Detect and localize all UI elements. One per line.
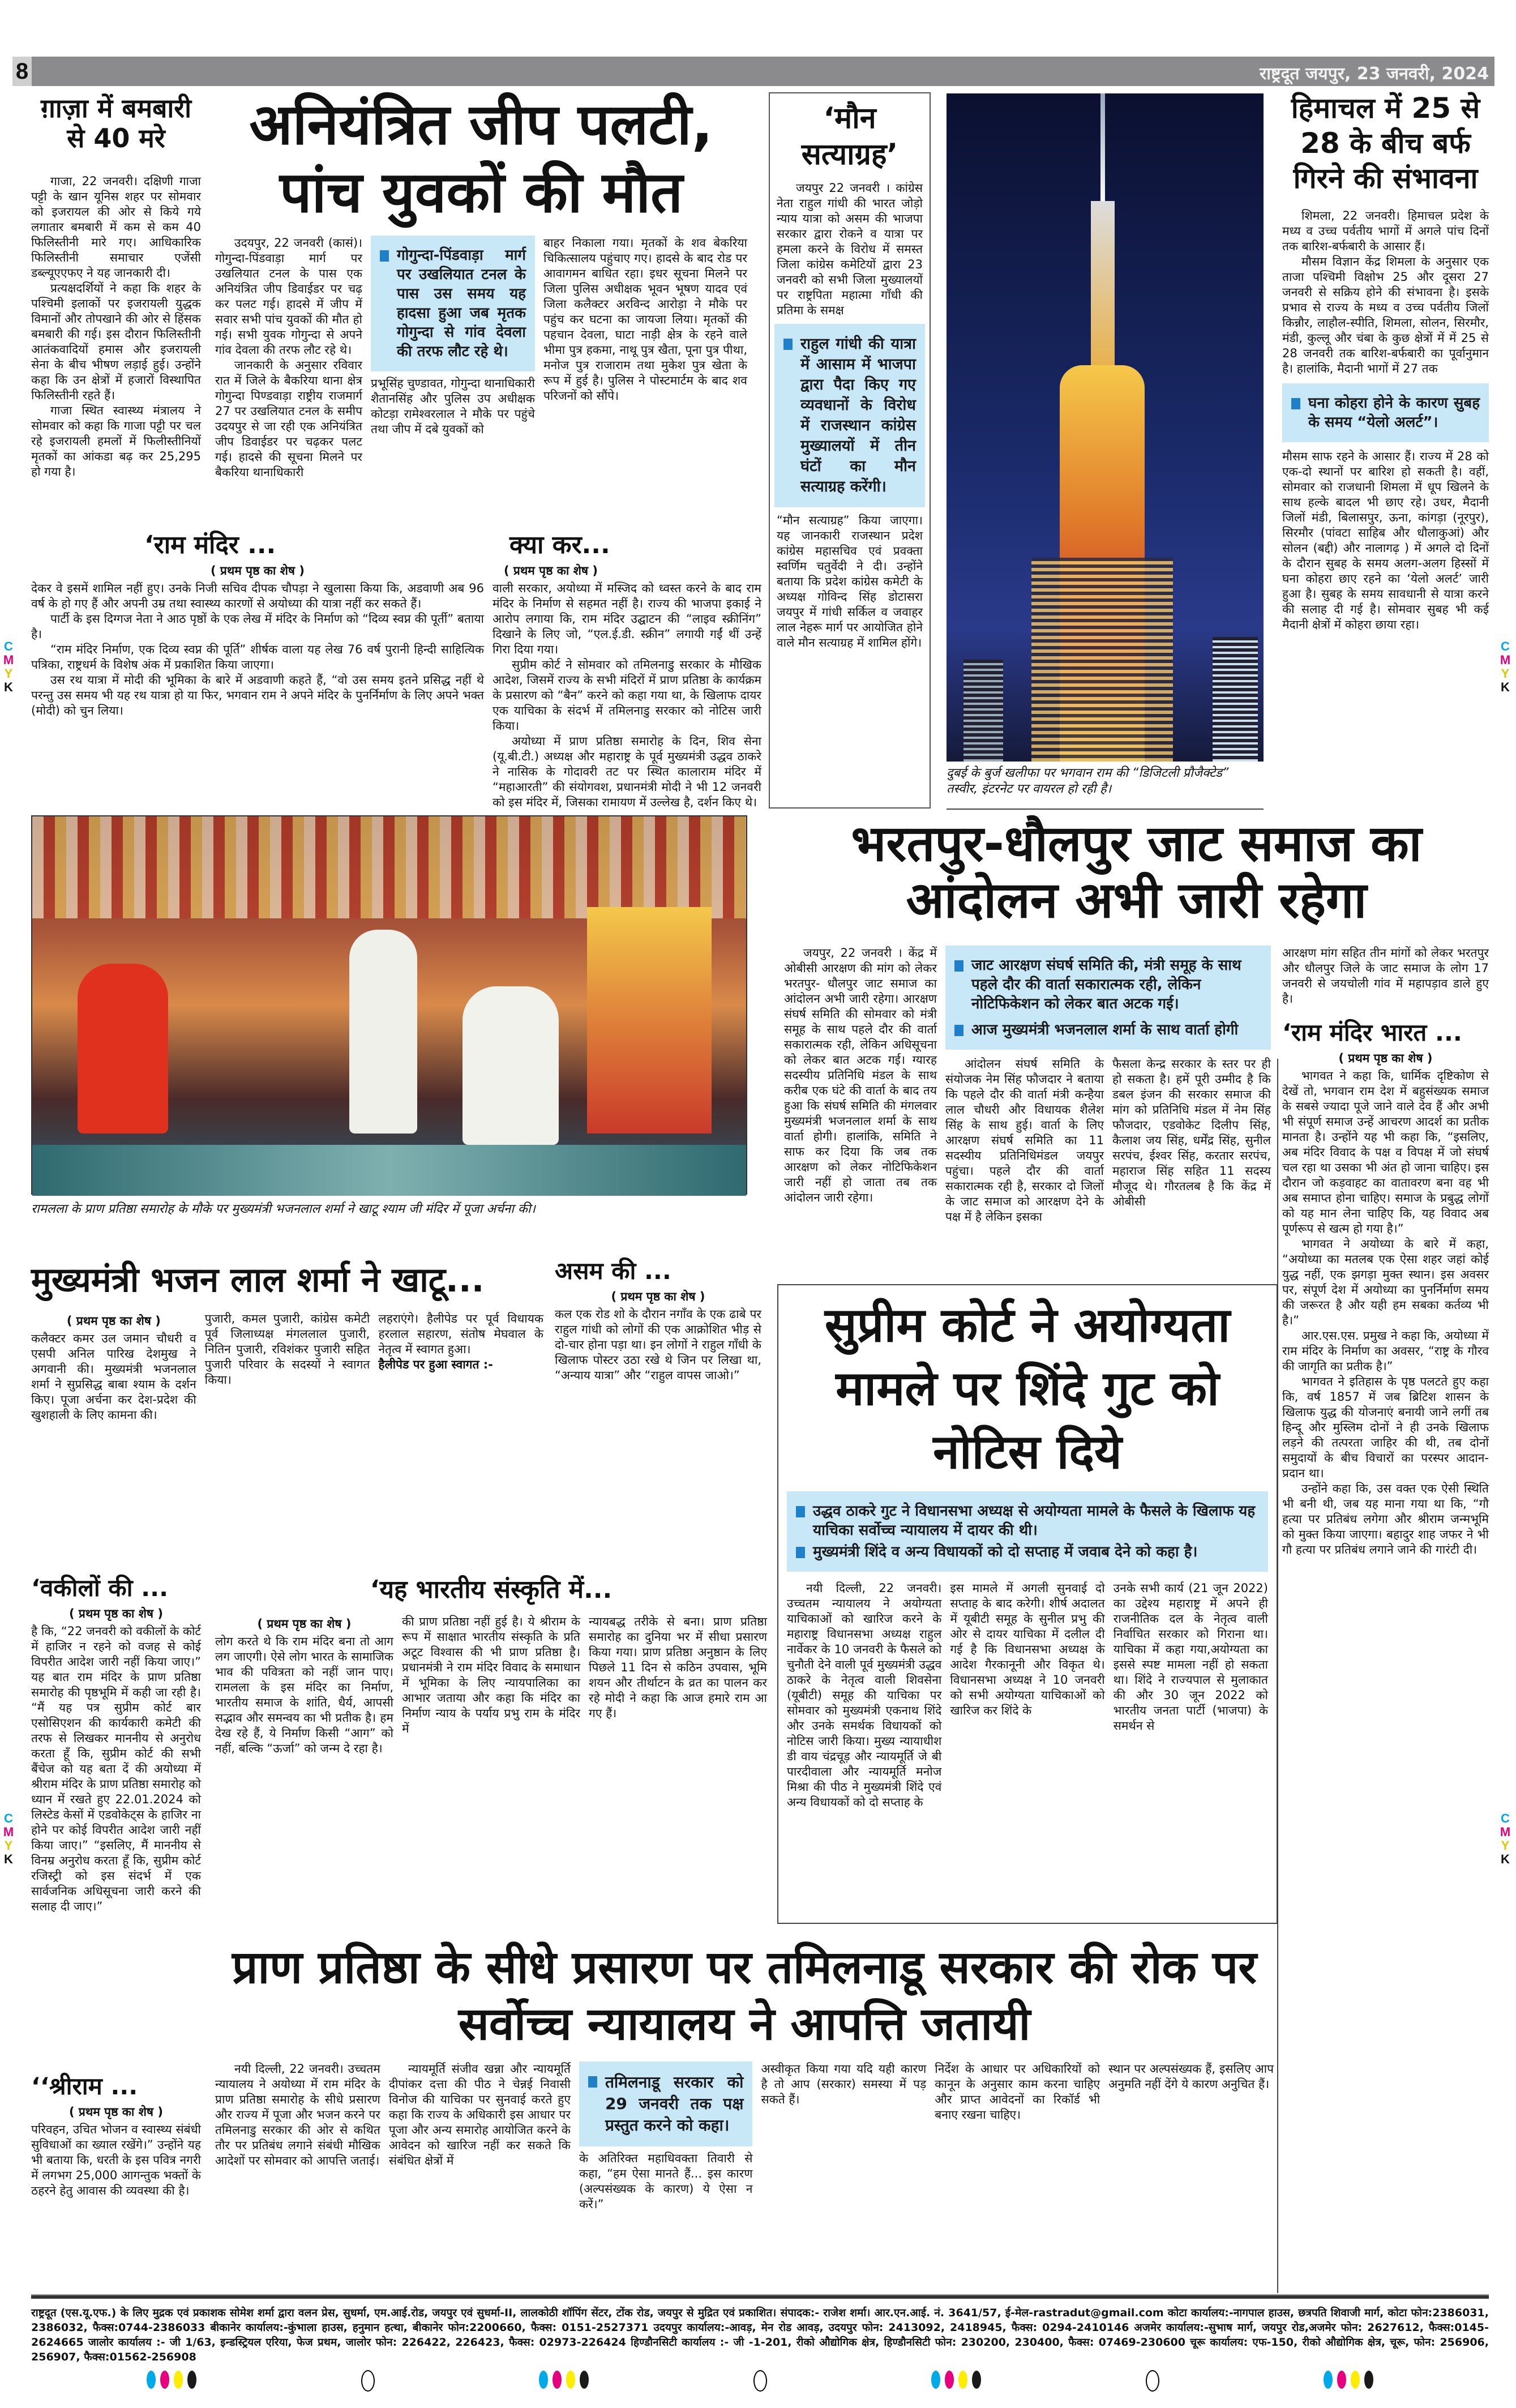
article-column xyxy=(787,1581,941,1915)
paragraph: कल एक रोड शो के दौरान नगाँव के एक ढाबे पर राहुल गांधी को लोगों की एक आक्रोशित भीड़ से दो-चार होना पड़ा था। इन लोगों ने राहुल गाँधी के खिलाफ पोस्टर उठा रखे थे जिन पर लिखा था, “अन्याय यात्रा” और “राहुल वापस जाओ।” xyxy=(555,1307,761,1382)
headline: हिमाचल में 25 से 28 के बीच बर्फ गिरने की संभावना xyxy=(1291,92,1480,195)
article-column xyxy=(589,1614,767,1919)
paragraph: भागवत ने इतिहास के पृष्ठ पलटते हुए कहा कि, वर्ष 1857 में जब ब्रिटिश शासन के खिलाफ युद्ध की योजनाएं बनायी जाने लगीं तब हिन्दू और मुस्लिम दोनों ने ही उनके खिलाफ लड़ने की तत्परता जाहिर की थी, तब दोनों समुदायों के बीच विचारों का परस्पर आदान-प्रदान था। xyxy=(1282,1375,1489,1480)
bullet-square-icon xyxy=(796,1506,805,1517)
paragraph: भागवत ने अयोध्या के बारे में कहा, “अयोध्या का मतलब एक ऐसा शहर जहां कोई युद्ध नहीं, एक झगड़ा मुक्त स्थान। इस अवसर पर, संपूर्ण देश में अयोध्या का पुनर्निर्माण समय की जरूरत है और यही हम सबका कर्तव्य भी है।” xyxy=(1282,1237,1489,1327)
section-heading: क्या कर... xyxy=(509,531,610,559)
paragraph: के अतिरिक्त महाधिवक्ता तिवारी से कहा, “हम ऐसा मानते हैं... इस कारण (अल्पसंख्यक के कारण) ये ऐसा न करें।” xyxy=(579,2152,753,2211)
cmyk-mark-right: C M Y K xyxy=(1500,639,1511,694)
bullet-square-icon xyxy=(954,1025,963,1036)
paragraph: नयी दिल्ली, 22 जनवरी। उच्चतम न्यायालय ने अयोग्यता याचिकाओं को खारिज करने के महाराष्ट्र विधानसभा अध्यक्ष राहुल नार्वेकर के 10 जनवरी के फैसले को चुनौती देने वाली पूर्व मुख्यमंत्री उद्धव ठाकरे के नेतृत्व वाली शिवसेना (यूबीटी) समूह की याचिका पर सोमवार को मुख्यमंत्री एकनाथ शिंदे और उनके समर्थक विधायकों को नोटिस जारी किया। मुख्य न्यायाधीश डी वाय चंद्रचूड़ और न्यायमूर्ति जे बी पारदीवाला और न्यायमूर्ति मनोज मिश्रा की पीठ ने मुख्यमंत्री शिंदे एवं अन्य विधायकों को दो सप्ताह के xyxy=(787,1581,942,1809)
article-column xyxy=(945,1057,1104,1281)
highlight-box xyxy=(371,236,535,371)
paragraph: भागवत ने कहा कि, धार्मिक दृष्टिकोण से देखें तो, भगवान राम देश में बहुसंख्यक समाज के सबसे ज्यादा पूजे जाने वाले देव हैं और अभी भी संपूर्ण समाज उन्हें आचरण आदर्श का प्रतीक मानता है। उन्होंने यह भी कहा कि, “इसलिए, अब मंदिर विवाद के पक्ष व विपक्ष में जो संघर्ष चल रहा था उसका भी अंत हो जाना चाहिए। इस दौरान जो कड़वाहट का वातावरण बना वह भी अब समाप्त होना चाहिए। समाज के प्रबुद्ध लोगों को यह मान लेना चाहिए कि, यह विवाद अब पूर्णरूप से खत्म हो गया है।” xyxy=(1282,1069,1489,1235)
article-column xyxy=(1114,1581,1268,1915)
paragraph: मौसम साफ रहने के आसार हैं। राज्य में 28 को एक-दो स्थानों पर बारिश हो सकती है। वहीं, सोमवार को राजधानी शिमला में धूप खिलने के साथ हल्के बादल भी छाए रहे। उधर, मैदानी जिलों मंडी, बिलासपुर, ऊना, कांगड़ा (नूरपुर), सिरमौर (पांवटा साहिब और धौलाकुआं) और सोलन (बद्दी) और नालागढ़ ) में अगले दो दिनों के दौरान सुबह के समय अलग-अलग हिस्सों में घना कोहरा छाए रहने का ‘येलो अलर्ट’ जारी हुआ है। सुबह के समय सावधानी से यात्रा करने की सलाह दी गई है। सोमवार सुबह भी कई मैदानी क्षेत्रों में कोहरा छाया रहा। xyxy=(1282,450,1489,631)
headline: अनियंत्रित जीप पलटी, पांच युवकों की मौत xyxy=(249,91,713,225)
paragraph: न्यायमूर्ति संजीव खन्ना और न्यायमूर्ति दीपांकर दत्ता की पीठ ने चेन्नई निवासी विनोज की याचिका पर सुनवाई करते हुए कहा कि राज्य के अधिकारी इस आधार पर पूजा और अन्य समारोह आयोजित करने के आवेदन को खारिज नहीं कर सकते कि संबंधित क्षेत्रों में xyxy=(388,2062,571,2167)
paragraph: जयपुर, 22 जनवरी । केंद्र में ओबीसी आरक्षण की मांग को लेकर भरतपुर- धौलपुर जाट समाज का आंदोलन अभी जारी रहेगा। आरक्षण संघर्ष समिति की सोमवार को मंत्री समूह के साथ पहले दौर की वार्ता सकारात्मक रही, लेकिन अधिसूचना को लेकर बात अटक गई। ग्यारह सदस्यीय प्रतिनिधि मंडल के साथ करीब एक घंटे की वार्ता के बाद तय हुआ कि संघर्ष समिति की मंगलवार मुख्यमंत्री भजनलाल शर्मा के साथ वार्ता होगी। हालांकि, समिति ने साफ कर दिया कि जब तक आरक्षण को लेकर नोटिफिकेशन जारी नहीं हो जाता तब तक आंदोलन जारी रहेगा। xyxy=(784,946,937,1204)
subheading: हैलीपेड पर हुआ स्वागत :- xyxy=(378,1358,493,1371)
bullet-square-icon xyxy=(1291,398,1300,409)
article-assam xyxy=(555,1254,761,1563)
article-vakilon xyxy=(31,1571,201,2064)
highlight-box xyxy=(945,946,1271,1050)
article-column xyxy=(215,1614,393,1919)
cmyk-mark-left-lower: C M Y K xyxy=(3,1811,14,1866)
article-bharatiya-sanskriti xyxy=(215,1571,767,1919)
burj-khalifa-photo xyxy=(947,93,1264,762)
bullet-square-icon xyxy=(796,1547,805,1558)
article-columns xyxy=(215,1614,767,1919)
headline: ग़ाज़ा में बमबारी से 40 मरे xyxy=(40,93,192,153)
paragraph: फैसला केन्द्र सरकार के स्तर पर ही हो सकता है। हमें पूरी उम्मीद है कि डबल इंजन की सरकार समाज की मांग को प्रतिनिधि मंडल में नेम सिंह फौजदार, एडवोकेट दिलीप सिंह, कैलाश जय सिंह, धर्मेंद्र सिंह, सुनील सरपंच, ईश्वर सिंह, करतार सरपंच, महाराज सिंह सहित 11 सदस्य मौजूद थे। गौरतलब है कि केंद्र में ओबीसी xyxy=(1112,1057,1271,1208)
bullet-square-icon xyxy=(588,2076,597,2088)
continued-label: ( प्रथम पृष्ठ का शेष ) xyxy=(504,564,598,578)
photo-caption: दुबई के बुर्ज खलीफा पर भगवान राम की “डिजिटली प्रौजैक्टेड” तस्वीर, इंटरनेट पर वायरल हो रही है। xyxy=(947,766,1229,796)
article-column xyxy=(205,1311,370,1564)
divider xyxy=(947,809,1264,810)
highlight-box xyxy=(787,1491,1268,1572)
continued-label: ( प्रथम पृष्ठ का शेष ) xyxy=(257,1617,352,1631)
article-gaza xyxy=(31,93,201,524)
paragraph: वाली सरकार, अयोध्या में मस्जिद को ध्वस्त करने के बाद राम मंदिर के निर्माण से सहमत नहीं है। राज्य की भाजपा इकाई ने आरोप लगाया कि, राम मंदिर उद्घाटन की “लाइव स्क्रीनिंग” दिखाने के लिए जो, “एल.ई.डी. स्क्रीन” लगायी गईं थीं उन्हें गिरा दिया गया। xyxy=(493,581,761,656)
article-column xyxy=(402,1614,580,1919)
article-column xyxy=(784,946,937,1281)
paragraph: स्थान पर अल्पसंख्यक हैं, इसलिए आप अनुमति नहीं देंगे ये कारण अनुचित हैं। xyxy=(1108,2062,1274,2091)
paragraph: है कि, “22 जनवरी को वकीलों के कोर्ट में हाजिर न रहने को वजह से कोई विपरीत आदेश जारी नहीं किया जाए।” यह बात राम मंदिर के प्राण प्रतिष्ठा समारोह की पृष्ठभूमि में कही जा रही है। “मैं यह पत्र सुप्रीम कोर्ट बार एसोसिएशन की कार्यकारी कमेटी की तरफ से लिखकर माननीय से अनुरोध करता हूँ कि, सुप्रीम कोर्ट की सभी बैंचेज को यह बता दें की अयोध्या में श्रीराम मंदिर के प्राण प्रतिष्ठा समारोह को ध्यान में रखते हुए 22.01.2024 को लिस्टेड केसों में एडवोकेट्स के हाजिर ना होने पर कोई विपरीत आदेश जारी नहीं किया जाए।” “इसलिए, मैं माननीय से विनम्र अनुरोध करता हूँ कि, सुप्रीम कोर्ट रजिस्ट्री को इस संदर्भ में एक सार्वजनिक अधिसूचना जारी करने की सलाह दी जाए।” xyxy=(31,1624,201,1913)
continued-label: ( प्रथम पृष्ठ का शेष ) xyxy=(211,564,305,578)
article-column xyxy=(389,2061,571,2290)
article-supreme-court xyxy=(777,1284,1278,1924)
paragraph: उस रथ यात्रा में मोदी की भूमिका के बारे में अडवाणी कहते हैं, “वो उस समय इतने प्रसिद्ध नहीं थे परन्तु उस समय भी यह रथ यात्रा हो या फिर, भगवान राम ने अपने मंदिर के पुनर्निर्माण के लिए अपने भक्त (मोदी) को चुन लिया। xyxy=(31,673,484,717)
highlight-text: मुख्यमंत्री शिंदे व अन्य विधायकों को दो सप्ताह में जवाब देने को कहा है। xyxy=(813,1543,1198,1560)
article-shriram xyxy=(31,2069,201,2290)
footer xyxy=(31,2294,1489,2392)
paragraph: जयपुर 22 जनवरी । कांग्रेस नेता राहुल गांधी की भारत जोड़ो न्याय यात्रा को असम की भाजपा सरकार द्वारा रोकने व यात्रा पर हमला करने के विरोध में समस्त जिला कांग्रेस कमेटियों द्वारा 23 जनवरी को सभी जिला मुख्यालयों पर राष्ट्रपिता महात्मा गाँधी की प्रतिमा के समक्ष xyxy=(777,181,923,317)
section-heading: असम की ... xyxy=(555,1257,671,1285)
bullet-square-icon xyxy=(954,960,963,972)
paragraph: की प्राण प्रतिष्ठा नहीं हुई है। ये श्रीराम के रूप में साक्षात भारतीय संस्कृति के प्रति अटूट विश्वास की भी प्राण प्रतिष्ठा है। प्रधानमंत्री ने राम मंदिर विवाद के समाधान में भूमिका के लिए न्यायपालिका का आभार जताया और कहा कि मंदिर का निर्माण न्याय के पर्याय प्रभु राम के मंदिर में xyxy=(402,1615,580,1735)
article-kya-kar xyxy=(493,527,761,809)
paragraph: सुप्रीम कोर्ट ने सोमवार को तमिलनाडु सरकार के मौखिक आदेश, जिसमें राज्य के सभी मंदिरों में प्राण प्रतिष्ठा के कार्यक्रम के प्रसारण को “बैन” करने को कहा गया था, के खिलाफ दायर एक याचिका के संदर्भ में तमिलनाडु सरकार को नोटिस जारी किया। xyxy=(493,658,761,733)
paragraph: जानकारी के अनुसार रविवार रात में जिले के बैकरिया थाना क्षेत्र गोगुन्दा पिण्डवाड़ा राष्ट्रीय राजमार्ग 27 पर उखलियात टनल के समीप उदयपुर से जा रही एक अनियंत्रित जीप डिवाईडर पर चढ़कर पलट गई। हादसे की सूचना मिलने पर बैकरिया थानाधिकारी xyxy=(215,358,362,479)
paragraph: उदयपुर, 22 जनवरी (कासं)। गोगुन्दा-पिंडवाड़ा मार्ग पर उखलियात टनल के पास एक अनियंत्रित जीप डिवाईडर पर चढ़ कर पलट गई। हादसे में जीप में सवार सभी पांच युवकों की मौत हो गई। सभी युवक गोगुन्दा से अपने गांव देवला की तरफ लौट रहे थे। xyxy=(215,236,362,357)
paragraph: प्रभूसिंह चुण्डावत, गोगुन्दा थानाधिकारी शैतानसिंह और पुलिस उप अधीक्षक कोटड़ा रामेश्वरलाल ने मौके पर पहुंचे तथा जीप में दबे युवकों को xyxy=(371,377,535,436)
paragraph: उनके सभी कार्य (21 जून 2022) का उद्देश्य महाराष्ट्र में अपने ही राजनीतिक दल के नेतृत्व वाली निर्वाचित सरकार को गिराना था। याचिका में कहा गया,अयोग्यता का इससे स्पष्ट मामला नहीं हो सकता था। शिंदे ने राज्यपाल से मुलाकात की और 30 जून 2022 को भारतीय जनता पार्टी (भाजपा) के समर्थन से xyxy=(1113,1581,1268,1733)
paragraph: पुजारी, कमल पुजारी, कांग्रेस कमेटी पूर्व जिलाध्यक्ष मंगललाल पुजारी, नितिन पुजारी, रविशंकर पुजारी सहित पुजारी परिवार के सदस्यों ने स्वागत किया। xyxy=(204,1312,370,1387)
article-column xyxy=(31,1311,196,1564)
paragraph: प्रत्यक्षदर्शियों ने कहा कि शहर के पश्चिमी इलाकों पर इजरायली युद्धक विमानों और तोपखाने की ओर से हिंसक बमबारी की गई। इस दौरान फिलिस्तीनी आतंकवादियों हमास और इजरायली सेना के बीच भीषण लड़ाई हुई। उन्होंने कहा कि उन क्षेत्रों में हजारों विस्थापित फिलिस्तीनी रहते हैं। xyxy=(31,281,201,402)
article-body xyxy=(31,174,201,480)
paragraph: आरक्षण मांग सहित तीन मांगों को लेकर भरतपुर और धौलपुर जिले के जाट समाज के लोग 17 जनवरी से जयचोली गांव में महापड़ाव डाले हुए है। xyxy=(1282,946,1489,1006)
highlight-text: राहुल गांधी की यात्रा में आसाम में भाजपा द्वारा पैदा किए गए व्यवधानों के विरोध में राजस्थान कांग्रेस मुख्यालयों में तीन घंटों का मौन सत्याग्रह करेंगी। xyxy=(800,335,916,495)
continued-label: ( प्रथम पृष्ठ का शेष ) xyxy=(69,2105,163,2119)
headline: ‘मौन सत्याग्रह’ xyxy=(801,101,898,172)
registration-crosshair-icon xyxy=(753,2370,767,2392)
article-column xyxy=(1282,946,1489,1007)
article-columns xyxy=(787,1581,1268,1915)
article-column xyxy=(935,2061,1100,2290)
registration-crosshair-icon xyxy=(361,2370,375,2392)
paragraph: न्यायबद्ध तरीके से बना। प्राण प्रतिष्ठा समारोह का दुनिया भर में सीधा प्रसारण किया गया। प्राण प्रतिष्ठा अनुष्ठान के लिए पिछले 11 दिन से कठिन उपवास, भूमि शयन और तीर्थाटन के व्रत का पालन कर रहे मोदी ने कहा कि आज हमारे राम आ गए हैं। xyxy=(589,1615,767,1720)
page-number: 8 xyxy=(12,57,32,86)
article-jeep xyxy=(215,91,747,521)
article-middle xyxy=(945,946,1271,1281)
highlight-text: गोगुन्दा-पिंडवाड़ा मार्ग पर उखलियात टनल के पास उस समय यह हादसा हुआ जब मृतक गोगुन्दा से गांव देवला की तरफ लौट रहे थे। xyxy=(397,247,526,360)
section-heading: ‘राम मंदिर भारत ... xyxy=(1282,1019,1462,1046)
paragraph: निर्देश के आधार पर अधिकारियों को कानून के अनुसार काम करना चाहिए और प्राप्त आवेदनों का रिकॉर्ड भी बनाए रखना चाहिए। xyxy=(935,2062,1100,2122)
color-dots xyxy=(929,2371,983,2391)
paragraph: अस्वीकृत किया गया यदि यही कारण है तो आप (सरकार) समस्या में पड़ सकते हैं। xyxy=(761,2062,927,2106)
article-body xyxy=(1282,208,1489,632)
article-cm-khatu xyxy=(31,1258,543,1564)
article-body xyxy=(31,581,484,718)
article-column xyxy=(761,2061,926,2290)
khatu-shyam-temple-photo xyxy=(31,815,747,1195)
highlight-text: जाट आरक्षण संघर्ष समिति की, मंत्री समूह के साथ पहले दौर की वार्ता सकारात्मक रही, लेकिन नोटिफिकेशन को लेकर बात अटक गई। xyxy=(971,957,1241,1012)
article-body xyxy=(777,181,923,651)
headline: मुख्यमंत्री भजन लाल शर्मा ने खाटू... xyxy=(31,1260,485,1300)
highlight-text: घना कोहरा होने के कारण सुबह के समय “येलो अलर्ट”। xyxy=(1308,395,1480,431)
article-column xyxy=(378,1311,543,1564)
bullet-square-icon xyxy=(783,339,793,350)
article-column xyxy=(371,236,535,521)
paragraph: पार्टी के इस दिग्गज नेता ने आठ पृष्ठों के एक लेख में मंदिर के निर्माण को “दिव्य स्वप्न की पूर्ती” बताया है। xyxy=(31,612,484,641)
footer-rule xyxy=(31,2294,1489,2299)
continued-label: ( प्रथम पृष्ठ का शेष ) xyxy=(66,1314,161,1328)
color-dots xyxy=(1321,2371,1376,2391)
article-himachal xyxy=(1282,91,1489,787)
article-column xyxy=(579,2061,752,2290)
cmyk-mark-left: C M Y K xyxy=(3,639,14,694)
article-column xyxy=(215,236,362,521)
article-ram-mandir xyxy=(31,527,484,781)
highlight-text: तमिलनाडू सरकार को 29 जनवरी तक पक्ष प्रस्तुत करने को कहा। xyxy=(605,2073,744,2135)
article-maun-satyagrah xyxy=(769,92,931,809)
highlight-text: उद्धव ठाकरे गुट ने विधानसभा अध्यक्ष से अयोग्यता मामले के फैसले के खिलाफ यह याचिका सर्वोच्च न्यायालय में दायर की थी। xyxy=(813,1503,1256,1539)
bullet-square-icon xyxy=(380,250,389,262)
paragraph: बाहर निकाला गया। मृतकों के शव बेकरिया चिकित्सालय पहुंचाए गए। हादसे के बाद रोड पर आवागमन बाधित रहा। इधर सूचना मिलने पर जिला पुलिस अधीक्षक भूवन भूषण यादव एवं जिला कलैक्टर अरविन्द आरोड़ा ने मौके पर पहुंच कर घटना का जायजा लिया। मृतकों की पहचान देवला, घाटा नाड़ी क्षेत्र के रहने वाले भीमा पुत्र हकमा, नाथू पुत्र खैता, पूना पुत्र पीथा, मनोज पुत्र राजाराम तथा मुकेश पुत्र खेता के रूप में हुई है। पुलिस ने पोस्टमार्टम के बाद शव परिजनों को सौंपे। xyxy=(543,236,747,403)
article-columns xyxy=(215,236,747,521)
paragraph: आंदोलन संघर्ष समिति के संयोजक नेम सिंह फौजदार ने बताया कि पहले दौर की वार्ता मंत्री कन्हैया लाल चौधरी और विधायक शैलेश सिंह के साथ हुई। वार्ता के लिए आरक्षण संघर्ष समिति का 11 सदस्यीय प्रतिनिधिमंडल जयपुर पहुंचा। पहले दौर की वार्ता सकारात्मक रही है, सरकार दो जिलों के जाट समाज को आरक्षण देने के पक्ष में है लेकिन इसका xyxy=(945,1057,1104,1224)
paragraph: गाजा, 22 जनवरी। दक्षिणी गाजा पट्टी के खान यूनिस शहर पर सोमवार को इजरायल की ओर से किये गये लगातार बमबारी में कम से कम 40 फिलिस्तीनी मारे गए। आधिकारिक फिलिस्तीनी समाचार एजेंसी डब्ल्यूएएफए ने यह जानकारी दी। xyxy=(31,174,201,280)
cmyk-mark-right-lower: C M Y K xyxy=(1500,1811,1511,1866)
article-pran-pratishtha xyxy=(215,1939,1274,2290)
section-heading: ‘‘श्रीराम ... xyxy=(31,2072,138,2100)
paragraph: परिवहन, उचित भोजन व स्वास्थ्य संबंधी सुविधाओं का ख्याल रखेंगे।” उन्होंने यह भी बताया कि, धरती के इस पवित्र नगरी में लगभग 25,000 आगन्तुक भक्तों के ठहरने हेतु आवास की व्यवस्था की है। xyxy=(31,2123,201,2197)
highlight-box xyxy=(1282,383,1489,442)
headline: भरतपुर-धौलपुर जाट समाज का आंदोलन अभी जारी रहेगा xyxy=(851,814,1422,929)
paragraph: इस मामले में अगली सुनवाई दो सप्ताह के बाद करेगी। शीर्ष अदालत में यूबीटी समूह के सुनील प्रभु की ओर से दायर याचिका में दलील दी गई है कि विधानसभा अध्यक्ष के आदेश गैरकानूनी और विकृत थे। विधानसभा अध्यक्ष ने 10 जनवरी को सभी अयोग्यता याचिकाओं को खारिज कर शिंदे के xyxy=(950,1581,1105,1717)
article-columns xyxy=(215,2061,1274,2290)
article-column xyxy=(543,236,747,521)
article-columns xyxy=(945,1057,1271,1281)
section-heading: ‘यह भारतीय संस्कृति में... xyxy=(370,1575,613,1604)
continued-label: ( प्रथम पृष्ठ का शेष ) xyxy=(69,1607,163,1620)
paragraph: कलैक्टर कमर उल जमान चौधरी व एसपी अनिल पारिख देशमुख ने अगवानी की। मुख्यमंत्री भजनलाल शर्मा ने सुप्रसिद्ध बाबा श्याम के दर्शन किए। पूजा अर्चना कर देश-प्रदेश की खुशहाली के लिए कामना की। xyxy=(31,1332,196,1422)
paragraph: उन्होंने कहा कि, उस वक्त एक ऐसी स्थिति भी बनी थी, जब यह माना गया था कि, “गौ हत्या पर प्रतिबंध लगेगा और श्रीराम जन्मभूमि को मुक्त किया जाएगा। बहादुर शाह जफर ने भी गौ हत्या पर प्रतिबंध लगाने जाने की गारंटी दी। xyxy=(1282,1482,1489,1556)
article-column xyxy=(1112,1057,1271,1281)
highlight-box xyxy=(774,324,925,507)
paragraph: लोग करते थे कि राम मंदिर बना तो आग लग जाएगी। ऐसे लोग भारत के सामाजिक भाव की पवित्रता को नहीं जान पाए। रामलला के इस मंदिर का निर्माण, भारतीय समाज के शांति, धैर्य, आपसी सद्भाव और समन्वय का भी प्रतीक है। हम देख रहे हैं, ये निर्माण किसी “आग” को नहीं, बल्कि “ऊर्जा” को जन्म दे रहा है। xyxy=(215,1635,393,1755)
imprint-line: राष्ट्रदूत (एस.यू.एफ.) के लिए मुद्रक एवं प्रकाशक सोमेश शर्मा द्वारा वलन प्रेस, सुधर्मा, एम.आई.रोड, जयपुर एवं सुधर्मा-II, लालकोठी शॉपिंग सेंटर, टोंक रोड, जयपुर से मुद्रित एवं प्रकाशित। संपादक:- राजेश शर्मा। आर.एन.आई. नं. 3641/57, ई-मेल-rastradut@gmail.com कोटा कार्यालय:-नागपाल हाउस, छत्रपति शिवाजी मार्ग, कोटा फोन:2386031, 2386032, फैक्स:0744-2386033 बीकानेर कार्यालय:-कुंभाला हाउस, हनुमान हत्था, बीकानेर फोन:2200660, फैक्स: 0151-2527371 उदयपुर कार्यालय:-आवड़, मेन रोड आवड़, उदयपुर फोन: 2413092, 2418945, फैक्स: 0294-2410146 अजमेर कार्यालय:-सुभाष मार्ग, जयपुर रोड,अजमेर फोन: 2627612, फैक्स:0145-2624665 जालोर कार्यालय :- जी 1/63, इन्डस्ट्रियल एरिया, फेज प्रथम, जालोर फोन: 226422, 226423, फैक्स: 02973-226424 हिण्डौनसिटी कार्यालय :- जी -1-201, रीको औद्योगिक क्षेत्र, हिण्डौनसिटी फोन: 230200, 230400, फैक्स: 07469-230600 चूरू कार्यालय: एफ-150, रीको औद्योगिक क्षेत्र, चूरू, फोन: 256906, 256907, फैक्स:01562-256908 xyxy=(31,2307,1489,2363)
headline: सुप्रीम कोर्ट ने अयोग्यता मामले पर शिंदे गुट को नोटिस दिये xyxy=(824,1297,1231,1479)
article-column xyxy=(950,1581,1104,1915)
article-column xyxy=(1108,2061,1274,2290)
article-column xyxy=(215,2061,380,2290)
highlight-text: आज मुख्यमंत्री भजनलाल शर्मा के साथ वार्ता होगी xyxy=(971,1021,1239,1038)
paragraph: गाजा स्थित स्वास्थ्य मंत्रालय ने सोमवार को कहा कि गाजा पट्टी पर चल रहे इजरायली हमलों में फिलीस्तीनियों मृतकों का आंकडा बढ़ कर 25,295 हो गया है। xyxy=(31,403,201,478)
paragraph: “राम मंदिर निर्माण, एक दिव्य स्वप्न की पूर्ति” शीर्षक वाला यह लेख 76 वर्ष पुरानी हिन्दी साहित्यिक पत्रिका, राष्ट्रधर्म के विशेष अंक में प्रकाशित किया जाएगा। xyxy=(31,643,484,671)
paragraph: नयी दिल्ली, 22 जनवरी। उच्चतम न्यायालय ने अयोध्या में राम मंदिर के प्राण प्रतिष्ठा समारोह के सीधे प्रसारण और राज्य में पूजा और भजन करने पर तमिलनाडु सरकार की ओर से कथित तौर पर प्रतिबंध लगाने संबंधी मौखिक आदेशों पर सोमवार को आपत्ति जताई। xyxy=(215,2062,380,2167)
article-body xyxy=(493,581,761,810)
continued-label: ( प्रथम पृष्ठ का शेष ) xyxy=(611,1290,705,1303)
highlight-box xyxy=(579,2061,752,2146)
section-heading: ‘वकीलों की ... xyxy=(31,1574,169,1602)
paragraph: मौसम विज्ञान केंद्र शिमला के अनुसार एक ताजा पश्चिमी विक्षोभ 25 और दूसरा 27 जनवरी से सक्रिय होने की संभावना है। इसके प्रभाव से राज्य के मध्य व उच्च पर्वतीय जिलों किन्नौर, लाहौल-स्पीति, शिमला, सोलन, सिरमौर, मंडी, कुल्लू और चंबा के कुछ क्षेत्रों में में 25 से 28 जनवरी तक बारिश-बर्फबारी का पूर्वानुमान है। हालांकि, मैदानी भागों में 27 तक xyxy=(1282,255,1489,375)
color-dots xyxy=(537,2371,591,2391)
paragraph: लहराएंगे। हैलीपेड पर पूर्व विधायक हरलाल सहारण, संतोष मेघवाल के नेतृत्व में स्वागत हुआ। xyxy=(378,1312,544,1356)
paragraph: अयोध्या में प्राण प्रतिष्ठा समारोह के दिन, शिव सेना (यू.बी.टी.) अध्यक्ष और महाराष्ट्र के पूर्व मुख्यमंत्री उद्धव ठाकरे ने नासिक के गोदावरी तट पर स्थित कालाराम मंदिर में “महाआरती” की संयोगवश, प्रधानमंत्री मोदी ने भी 12 जनवरी को इस मंदिर में, जिसका रामायण में उल्लेख है, दर्शन किए थे। xyxy=(493,734,761,809)
article-body xyxy=(1282,1068,1489,1558)
photo-caption: रामलला के प्राण प्रतिष्ठा समारोह के मौके पर मुख्यमंत्री भजनलाल शर्मा ने खाटू श्याम जी मंदिर में पूजा अर्चना की। xyxy=(31,1202,536,1216)
section-heading: ‘राम मंदिर ... xyxy=(144,531,276,559)
registration-crosshair-icon xyxy=(1146,2370,1159,2392)
dateline: राष्ट्रदूत जयपुर, 23 जनवरी, 2024 xyxy=(1259,64,1489,84)
color-dots xyxy=(144,2371,199,2391)
paragraph: “मौन सत्याग्रह” किया जाएगा। यह जानकारी राजस्थान प्रदेश कांग्रेस महासचिव एवं प्रवक्ता स्वर्णिम चतुर्वेदी ने दी। उन्होंने बताया कि प्रदेश कांग्रेस कमेटी के अध्यक्ष गोविन्द सिंह डोटासरा जयपुर में गांधी सर्किल व जवाहर लाल नेहरू मार्ग पर आयोजित होने वाले मौन सत्याग्रह में शामिल होंगे। xyxy=(777,514,923,649)
paragraph: देकर वे इसमें शामिल नहीं हुए। उनके निजी सचिव दीपक चौपड़ा ने खुलासा किया कि, अडवाणी अब 96 वर्ष के हो गए हैं और अपनी उम्र तथा स्वास्थ्य कारणों से अयोध्या की यात्रा नहीं कर सकते हैं। xyxy=(31,581,484,610)
article-columns xyxy=(31,1311,543,1564)
right-column xyxy=(1282,946,1489,2290)
article-ram-mandir-bharat xyxy=(1282,1016,1489,1558)
registration-marks xyxy=(144,2370,1376,2392)
headline: प्राण प्रतिष्ठा के सीधे प्रसारण पर तमिलनाडू सरकार की रोक पर सर्वोच्च न्यायालय ने आपत्ति जतायी xyxy=(232,1941,1257,2050)
continued-label: ( प्रथम पृष्ठ का शेष ) xyxy=(1338,1051,1433,1065)
paragraph: शिमला, 22 जनवरी। हिमाचल प्रदेश के मध्य व उच्च पर्वतीय भागों में अगले पांच दिनों तक बारिश-बर्फबारी के आसार हैं। xyxy=(1282,209,1489,253)
paragraph: आर.एस.एस. प्रमुख ने कहा कि, अयोध्या में राम मंदिर के निर्माण का अवसर, “राष्ट्र के गौरव की जागृति का प्रतीक है।” xyxy=(1282,1329,1489,1373)
